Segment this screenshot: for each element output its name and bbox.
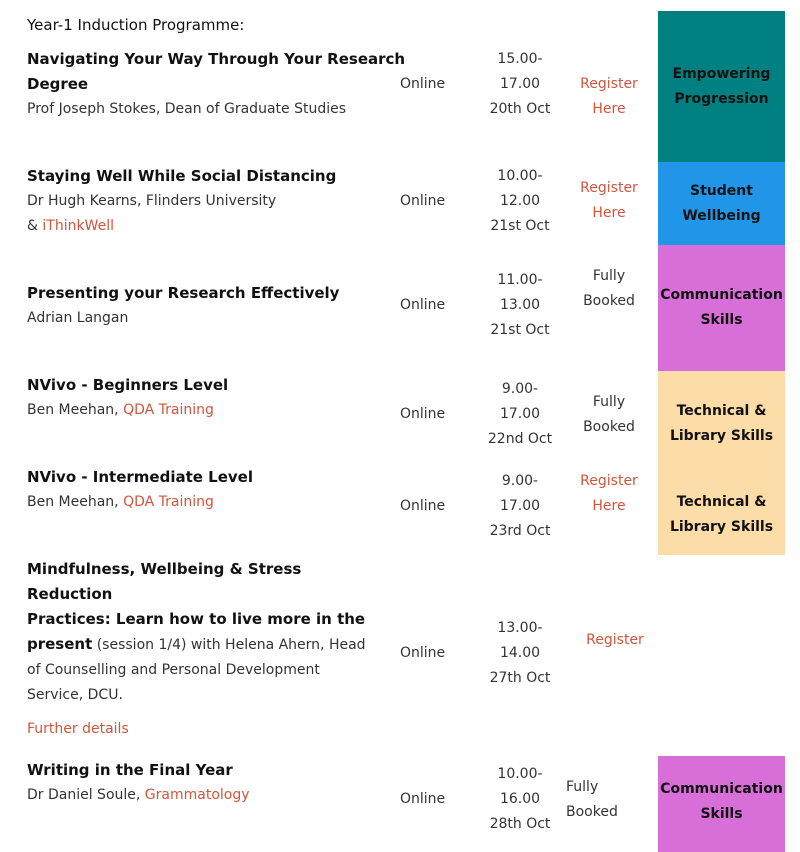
- speaker-prefix: &: [27, 218, 43, 234]
- ithinkwell-link[interactable]: iThinkWell: [42, 218, 114, 234]
- status-label: Booked: [566, 804, 618, 820]
- register-label: Register: [580, 180, 638, 196]
- event-speaker: Adrian Langan: [27, 310, 129, 326]
- event-title: Presenting your Research Effectively: [27, 284, 340, 302]
- time-start: 13.00-: [497, 620, 543, 636]
- category-empowering-progression: [658, 11, 785, 162]
- time-start: 9.00-: [501, 473, 539, 489]
- status-label: Booked: [583, 293, 635, 309]
- category-label: Communication: [660, 287, 783, 303]
- register-here-link[interactable]: [569, 469, 649, 519]
- event-location: Online: [400, 76, 446, 92]
- event-speaker: Ben Meehan,: [27, 494, 124, 510]
- grammatology-link[interactable]: Grammatology: [144, 787, 250, 803]
- event-location: Online: [400, 406, 446, 422]
- event-title: NVivo - Beginners Level: [27, 376, 229, 394]
- event-description: (session 1/4) with Helena Ahern, Head: [92, 637, 366, 653]
- time-end: 14.00: [499, 645, 541, 661]
- category-student-wellbeing: [658, 162, 785, 245]
- event-row: [27, 281, 339, 331]
- further-details-link[interactable]: Further details: [27, 721, 129, 737]
- category-label: Skills: [700, 806, 743, 822]
- event-time: [480, 762, 560, 837]
- time-end: 16.00: [499, 791, 541, 807]
- category-communication-skills-2: [658, 756, 785, 852]
- event-time: [480, 469, 560, 544]
- event-speaker: Dr Daniel Soule,: [27, 787, 145, 803]
- status-label: Booked: [583, 419, 635, 435]
- category-technical-library-skills: [658, 371, 785, 463]
- event-time: [480, 268, 560, 343]
- category-label: Communication: [660, 781, 783, 797]
- event-time: [480, 616, 560, 691]
- register-link[interactable]: Register: [586, 632, 644, 648]
- qda-training-link[interactable]: QDA Training: [123, 402, 214, 418]
- time-end: 17.00: [499, 498, 541, 514]
- status-label: Fully: [566, 779, 599, 795]
- event-time: [480, 164, 560, 239]
- event-location: Online: [400, 297, 446, 313]
- time-start: 9.00-: [501, 381, 539, 397]
- section-heading: Year-1 Induction Programme:: [27, 16, 245, 34]
- time-end: 17.00: [499, 406, 541, 422]
- event-time: [480, 47, 560, 122]
- event-speaker: Prof Joseph Stokes, Dean of Graduate Studies: [27, 101, 347, 117]
- category-label: Student: [690, 182, 753, 199]
- event-date: 21st Oct: [490, 218, 550, 234]
- fully-booked-status: [569, 390, 649, 440]
- category-label: Skills: [700, 312, 743, 328]
- time-end: 17.00: [499, 76, 541, 92]
- event-date: 20th Oct: [489, 101, 551, 117]
- event-row: [27, 373, 228, 423]
- event-date: 28th Oct: [489, 816, 551, 832]
- event-title: Writing in the Final Year: [27, 761, 233, 779]
- event-location: Online: [400, 193, 446, 209]
- time-start: 15.00-: [497, 51, 543, 67]
- event-date: 21st Oct: [490, 322, 550, 338]
- event-speaker: Dr Hugh Kearns, Flinders University: [27, 193, 277, 209]
- event-title: Staying Well While Social Distancing: [27, 167, 337, 185]
- event-date: 23rd Oct: [489, 523, 551, 539]
- event-time: [480, 377, 560, 452]
- event-date: 22nd Oct: [487, 431, 553, 447]
- qda-training-link[interactable]: QDA Training: [123, 494, 214, 510]
- event-row: [27, 164, 336, 239]
- time-start: 11.00-: [497, 272, 543, 288]
- event-title: Mindfulness, Wellbeing & Stress Reduction: [27, 560, 302, 603]
- status-label: Fully: [592, 268, 626, 284]
- event-row: [27, 47, 405, 122]
- register-here-link[interactable]: [569, 176, 649, 226]
- category-label: Library Skills: [669, 519, 774, 535]
- event-location: Online: [400, 498, 446, 514]
- register-label: Register: [580, 76, 638, 92]
- event-title: present: [27, 635, 93, 653]
- event-location: Online: [400, 791, 446, 807]
- event-location: Online: [400, 645, 446, 661]
- event-title: NVivo - Intermediate Level: [27, 468, 253, 486]
- time-end: 13.00: [499, 297, 541, 313]
- event-description: Service, DCU.: [27, 687, 123, 703]
- category-label: Library Skills: [669, 428, 774, 444]
- category-label: Wellbeing: [682, 207, 761, 224]
- time-start: 10.00-: [497, 766, 543, 782]
- time-start: 10.00-: [497, 168, 543, 184]
- time-end: 12.00: [499, 193, 541, 209]
- register-label: Register: [580, 473, 638, 489]
- event-speaker: Ben Meehan,: [27, 402, 124, 418]
- register-label: Here: [592, 498, 626, 514]
- event-title: Practices: Learn how to live more in the: [27, 610, 366, 628]
- category-technical-library-skills-2: [658, 463, 785, 555]
- fully-booked-status: [566, 775, 618, 825]
- category-label: Technical &: [676, 494, 767, 510]
- event-row: [27, 465, 253, 515]
- category-communication-skills: [658, 245, 785, 371]
- register-label: Here: [592, 101, 626, 117]
- event-date: 27th Oct: [489, 670, 551, 686]
- fully-booked-status: [569, 264, 649, 314]
- event-title: Degree: [27, 75, 89, 93]
- category-label: Technical &: [676, 403, 767, 419]
- category-label: Empowering: [672, 65, 771, 82]
- category-label: Progression: [674, 90, 769, 107]
- status-label: Fully: [592, 394, 626, 410]
- register-here-link[interactable]: [569, 72, 649, 122]
- register-label: Here: [592, 205, 626, 221]
- event-description: of Counselling and Personal Development: [27, 662, 320, 678]
- event-title: Navigating Your Way Through Your Research: [27, 50, 406, 68]
- event-row: [27, 557, 372, 742]
- event-row: [27, 758, 250, 808]
